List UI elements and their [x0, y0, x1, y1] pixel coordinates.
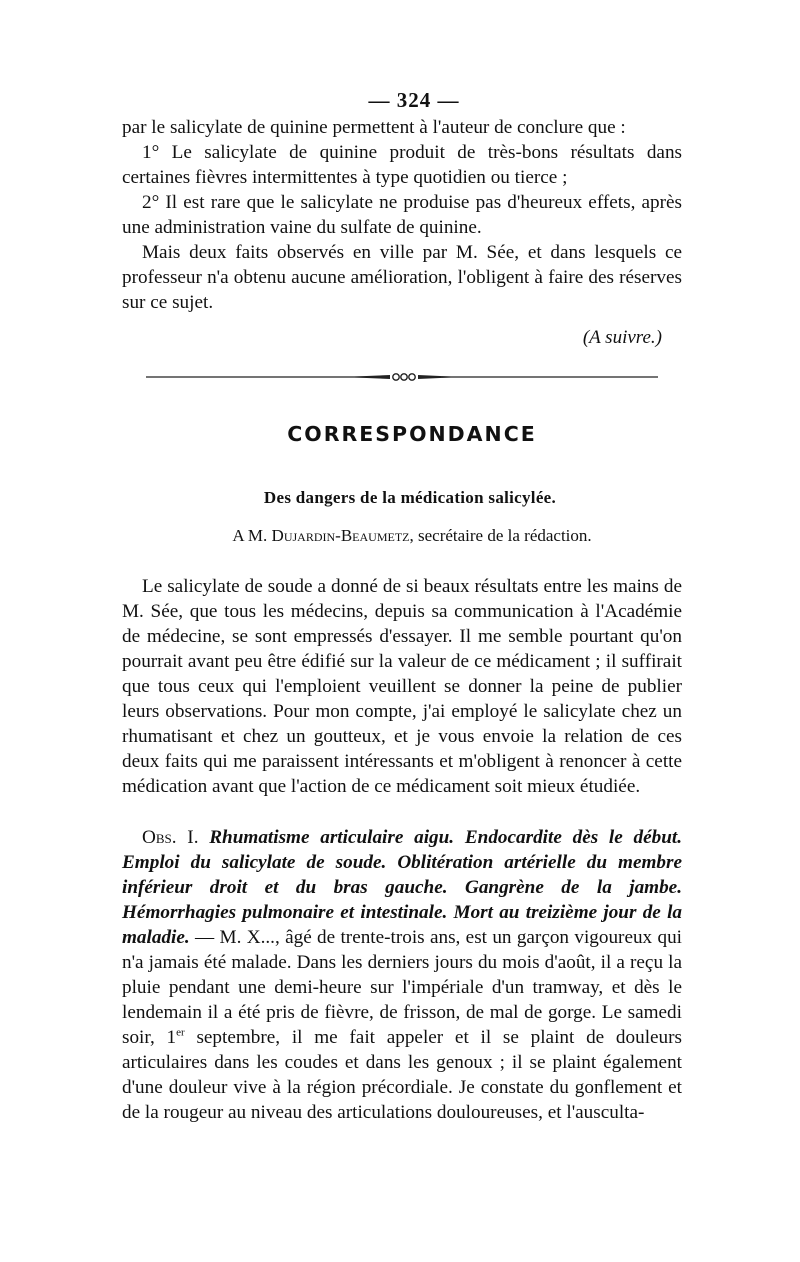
addressee-line — [142, 526, 682, 546]
paragraph-point-1: 1° Le salicylate de quinine produit de très-bons résultats dans certaines fièvres intermittentes à type quotidien ou tierce ; — [122, 142, 682, 188]
letter-body: Le salicylate de soude a donné de si beaux résultats entre les mains de M. Sée, que tous les médecins, depuis sa communication à l'Académie de médecine, se sont empressés d'essayer. Il me semble pourtant qu'on pourrait avant peu être édifié sur la valeur de ce médicament ; il suffirait que tous ceux qui l'emploient veuillent se donner la peine de publier leurs observations. Pour mon compte, j'ai employé le salicylate chez un rhumatisant et chez un goutteux, et je vous envoie la relation de ces deux faits qui me paraissent intéressants et m'obligent à renoncer à cette médication avant que l'action de ce médicament soit mieux étudiée. — [122, 576, 682, 797]
observation-label: Obs. I. — [142, 827, 199, 848]
article-title: Des dangers de la médication salicylée. — [263, 488, 557, 507]
paragraph-point-2: 2° Il est rare que le salicylate ne produise pas d'heureux effets, après une administration vaine du sulfate de quinine. — [122, 192, 682, 238]
addressee-role: secrétaire de la rédaction. — [417, 526, 592, 545]
observation-text-start: — M. X..., âgé de trente-trois ans, est un garçon vigoureux qui n'a jamais été malade. Dans les derniers jours du mois d'août, il a reçu la pluie pendant une demi-heure sur l'impériale d'un tramway, et dès le lendemain il a été pris de fièvre, de frisson, de mal de gorge. Le samedi soir, 1 — [122, 927, 682, 1048]
addressee-prefix: A M. — [232, 526, 268, 545]
page-number: — 324 — — [368, 88, 460, 112]
to-be-continued: (A suivre.) — [582, 327, 662, 348]
document-page — [122, 88, 682, 1125]
observation-paragraph — [122, 825, 682, 1125]
paragraph-reserves: Mais deux faits observés en ville par M. Sée, et dans lesquels ce professeur n'a obtenu aucune amélioration, l'obligent à faire des réserves sur ce sujet. — [122, 242, 682, 313]
paragraph-intro: par le salicylate de quinine permettent à l'auteur de conclure que : — [122, 117, 626, 138]
ornamental-divider — [142, 370, 662, 384]
ordinal-superscript: er — [176, 1026, 185, 1039]
observation-text-end: septembre, il me fait appeler et il se plaint de douleurs articulaires dans les coudes et dans les genoux ; il se plaint également d'une douleur vive à la région précordiale. Je constate du gonflement et de la rougeur au niveau des articulations douloureuses, et l'ausculta- — [122, 1027, 683, 1123]
observation-title: Rhumatisme articulaire aigu. Endocardite dès le début. Emploi du salicylate de soude. Oblitération artérielle du membre inférieur droit et du bras gauche. Gangrène de la jambe. Hémorrhagies pulmonaire et intestinale. Mort au treizième jour de la maladie. — [122, 827, 683, 948]
addressee-name: Dujardin-Beaumetz, — [271, 526, 414, 545]
divider-ornament-icon — [142, 370, 662, 384]
section-title: CORRESPONDANCE — [287, 422, 537, 446]
